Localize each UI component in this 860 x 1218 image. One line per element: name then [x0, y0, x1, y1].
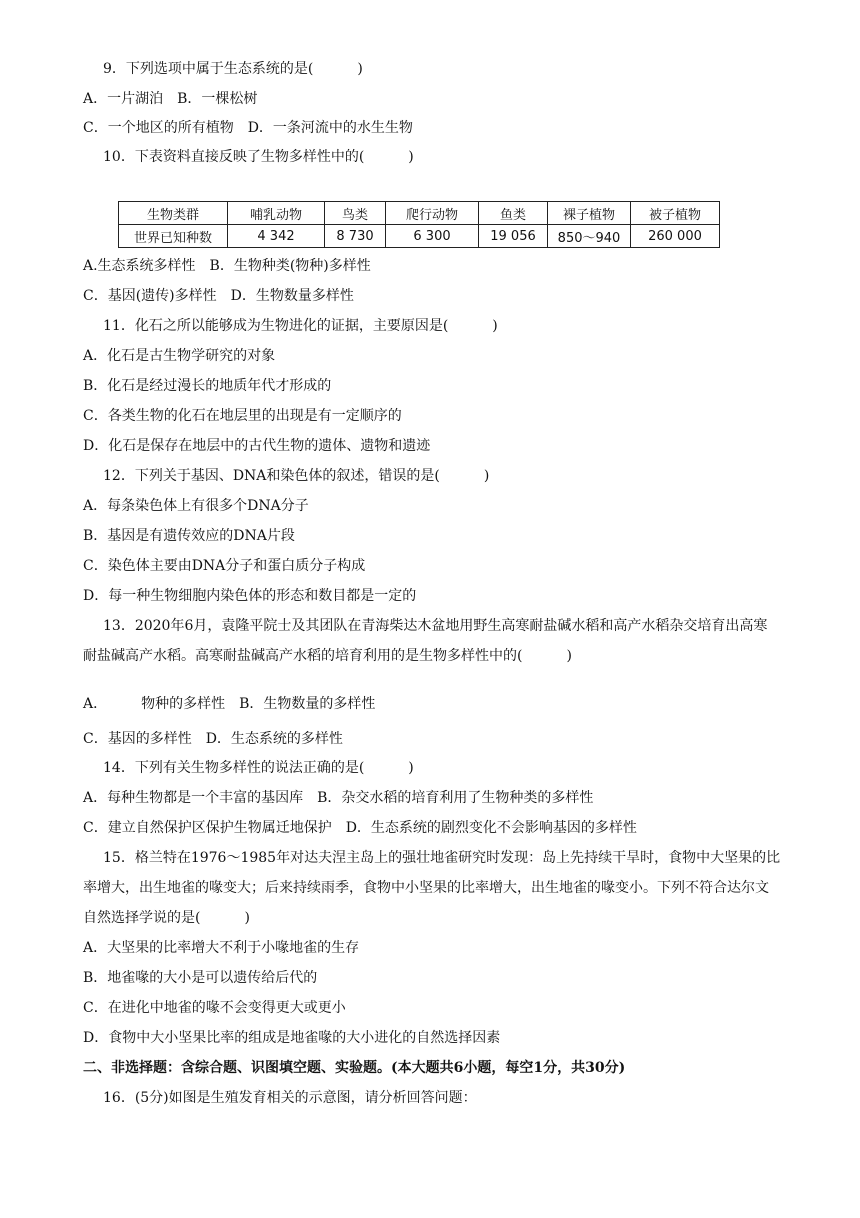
q15-stem-line1: 15．格兰特在1976～1985年对达夫涅主岛上的强壮地雀研究时发现：岛上先持续干旱时，食物中大坚果的比 — [103, 850, 781, 866]
table-cell: 生物类群 — [119, 202, 228, 225]
q12-stem: 12．下列关于基因、DNA和染色体的叙述，错误的是( ) — [103, 468, 490, 484]
q11-option-c: C．各类生物的化石在地层里的出现是有一定顺序的 — [83, 408, 402, 424]
table-row — [119, 225, 720, 248]
table-cell: 鸟类 — [325, 202, 386, 225]
q13-options-ab: A． 物种的多样性 B．生物数量的多样性 — [83, 696, 376, 712]
q15-stem-line2: 率增大，出生地雀的喙变大；后来持续雨季，食物中小坚果的比率增大，出生地雀的喙变小。下列不符合达尔文 — [83, 880, 769, 896]
q10-options-ab: A.生态系统多样性 B．生物种类(物种)多样性 — [83, 258, 371, 274]
q15-option-b: B．地雀喙的大小是可以遗传给后代的 — [83, 970, 318, 986]
q13-stem-line2: 耐盐碱高产水稻。高寒耐盐碱高产水稻的培育利用的是生物多样性中的( ) — [83, 648, 572, 664]
q10-options-cd: C．基因(遗传)多样性 D．生物数量多样性 — [83, 288, 354, 304]
q10-stem: 10．下表资料直接反映了生物多样性中的( ) — [103, 149, 414, 165]
table-cell: 4 342 — [228, 225, 325, 248]
table-cell: 被子植物 — [631, 202, 720, 225]
table-cell: 裸子植物 — [548, 202, 631, 225]
q13-stem-line1: 13．2020年6月，袁隆平院士及其团队在青海柴达木盆地用野生高寒耐盐碱水稻和高产水稻杂交培育出高寒 — [103, 618, 768, 634]
q9-stem: 9．下列选项中属于生态系统的是( ) — [103, 61, 363, 77]
q9-options-ab: A．一片湖泊 B．一棵松树 — [83, 91, 258, 107]
table-cell: 爬行动物 — [386, 202, 479, 225]
q9-options-cd: C．一个地区的所有植物 D．一条河流中的水生生物 — [83, 120, 413, 136]
q16-stem: 16．(5分)如图是生殖发育相关的示意图，请分析回答问题： — [103, 1090, 477, 1106]
q15-stem-line3: 自然选择学说的是( ) — [83, 910, 250, 926]
table-cell: 哺乳动物 — [228, 202, 325, 225]
table-cell: 19 056 — [479, 225, 548, 248]
q12-option-b: B．基因是有遗传效应的DNA片段 — [83, 528, 295, 544]
q11-stem: 11．化石之所以能够成为生物进化的证据，主要原因是( ) — [103, 318, 498, 334]
q11-option-d: D．化石是保存在地层中的古代生物的遗体、遗物和遗迹 — [83, 438, 431, 454]
q14-stem: 14．下列有关生物多样性的说法正确的是( ) — [103, 760, 414, 776]
q12-option-d: D．每一种生物细胞内染色体的形态和数目都是一定的 — [83, 588, 417, 604]
q15-option-d: D．食物中大小坚果比率的组成是地雀喙的大小进化的自然选择因素 — [83, 1030, 501, 1046]
q11-option-a: A．化石是古生物学研究的对象 — [83, 348, 276, 364]
table-cell: 世界已知种数 — [119, 225, 228, 248]
q14-options-cd: C．建立自然保护区保护生物属迁地保护 D．生态系统的剧烈变化不会影响基因的多样性 — [83, 820, 637, 836]
q12-option-c: C．染色体主要由DNA分子和蛋白质分子构成 — [83, 558, 366, 574]
species-count-table — [118, 201, 720, 248]
table-cell: 鱼类 — [479, 202, 548, 225]
q12-option-a: A．每条染色体上有很多个DNA分子 — [83, 498, 309, 514]
q13-options-cd: C．基因的多样性 D．生态系统的多样性 — [83, 731, 343, 747]
table-cell: 6 300 — [386, 225, 479, 248]
table-cell: 850～940 — [548, 225, 631, 248]
q14-options-ab: A．每种生物都是一个丰富的基因库 B．杂交水稻的培育利用了生物种类的多样性 — [83, 790, 594, 806]
table-header-row — [119, 202, 720, 225]
section-2-heading: 二、非选择题：含综合题、识图填空题、实验题。(本大题共6小题，每空1分，共30分) — [83, 1060, 626, 1076]
table-cell: 260 000 — [631, 225, 720, 248]
table-cell: 8 730 — [325, 225, 386, 248]
q15-option-a: A．大坚果的比率增大不利于小喙地雀的生存 — [83, 940, 360, 956]
q11-option-b: B．化石是经过漫长的地质年代才形成的 — [83, 378, 332, 394]
q15-option-c: C．在进化中地雀的喙不会变得更大或更小 — [83, 1000, 346, 1016]
